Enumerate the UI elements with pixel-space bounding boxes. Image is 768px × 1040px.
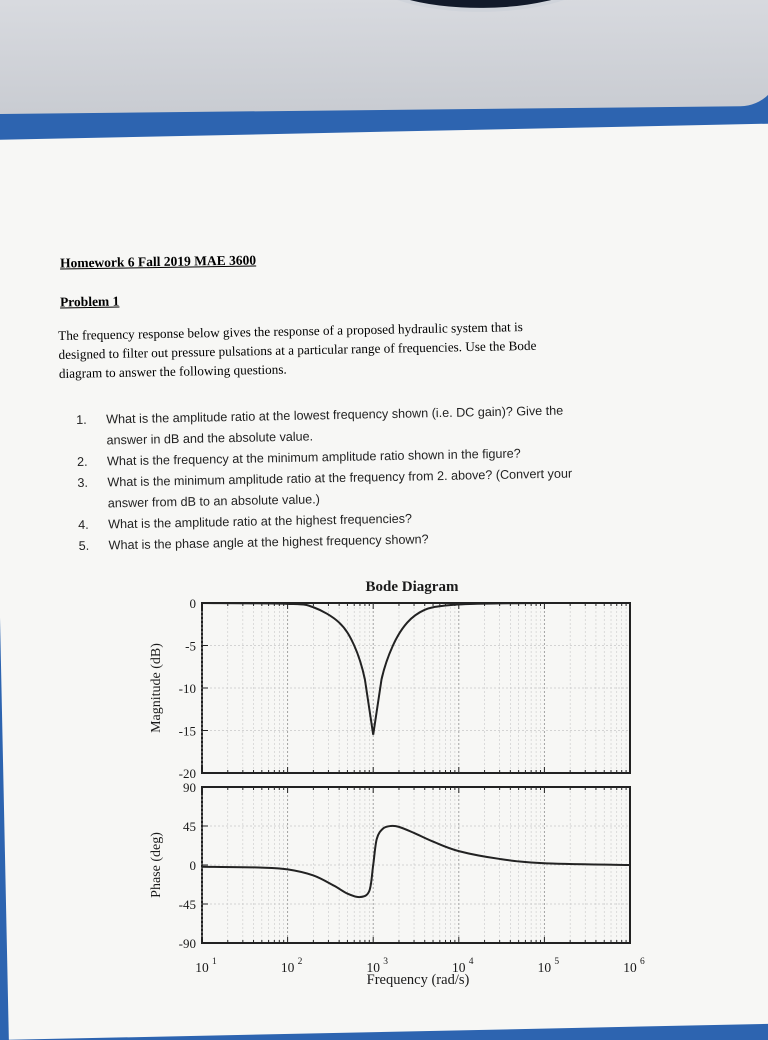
y-tick-label: -5 bbox=[185, 638, 196, 654]
x-tick-exponent: 5 bbox=[554, 957, 560, 967]
y-tick-label: -15 bbox=[178, 723, 196, 739]
y-tick-label: 45 bbox=[183, 819, 196, 834]
x-tick-exponent: 6 bbox=[640, 957, 645, 967]
magnitude-panel bbox=[149, 596, 630, 781]
question-number: 3. bbox=[77, 475, 89, 490]
question-number: 5. bbox=[78, 538, 90, 553]
x-tick-label: 10 bbox=[366, 960, 380, 975]
y-tick-label: -45 bbox=[178, 897, 196, 912]
question-text: What is the amplitude ratio at the lowest frequency shown (i.e. DC gain)? Give the bbox=[106, 403, 564, 427]
intro-line: diagram to answer the following questions. bbox=[58, 361, 287, 381]
question-text: answer in dB and the absolute value. bbox=[106, 429, 314, 448]
chart-title: Bode Diagram bbox=[365, 579, 459, 595]
magnitude-axis-label: Magnitude (dB) bbox=[149, 643, 164, 733]
y-tick-label: 90 bbox=[183, 780, 196, 795]
y-tick-label: 0 bbox=[189, 858, 196, 873]
problem-label: Problem 1 bbox=[59, 293, 120, 310]
y-tick-label: -90 bbox=[178, 936, 196, 951]
phase-panel bbox=[149, 780, 645, 988]
phase-y-ticks bbox=[179, 780, 196, 951]
magnitude-series-line bbox=[202, 603, 630, 735]
x-tick-label: 10 bbox=[537, 960, 552, 975]
question-number: 1. bbox=[76, 412, 87, 427]
page-title: Homework 6 Fall 2019 MAE 3600 bbox=[59, 252, 257, 271]
x-tick-label: 10 bbox=[623, 960, 637, 975]
frequency-axis-label: Frequency (rad/s) bbox=[366, 972, 470, 988]
x-tick-exponent: 2 bbox=[297, 957, 303, 967]
magnitude-grid bbox=[202, 603, 630, 773]
question-number: 4. bbox=[78, 517, 89, 532]
x-tick-label: 10 bbox=[195, 960, 209, 975]
x-tick-exponent: 4 bbox=[468, 957, 474, 967]
phase-axis-label: Phase (deg) bbox=[149, 832, 164, 898]
y-tick-label: 0 bbox=[189, 596, 196, 611]
y-tick-label: -20 bbox=[178, 766, 196, 781]
x-tick-exponent: 1 bbox=[212, 957, 217, 967]
question-text: What is the phase angle at the highest frequency shown? bbox=[108, 532, 429, 553]
magnitude-y-ticks bbox=[179, 596, 196, 781]
y-tick-label: -10 bbox=[178, 681, 196, 696]
question-text: What is the amplitude ratio at the highest frequencies? bbox=[108, 511, 413, 532]
question-text: What is the frequency at the minimum amplitude ratio shown in the figure? bbox=[106, 446, 521, 469]
x-tick-exponent: 3 bbox=[383, 957, 388, 967]
x-tick-label: 10 bbox=[280, 960, 295, 975]
intro-line: designed to filter out pressure pulsations at a particular range of frequencies. Use the Bode bbox=[58, 337, 537, 362]
x-tick-label: 10 bbox=[452, 960, 466, 975]
question-text: answer from dB to an absolute value.) bbox=[107, 492, 321, 511]
intro-line: The frequency response below gives the response of a proposed hydraulic system that is bbox=[58, 319, 523, 343]
phase-grid bbox=[202, 787, 630, 943]
question-number: 2. bbox=[76, 454, 88, 469]
phase-series-line bbox=[202, 826, 630, 897]
question-text: What is the minimum amplitude ratio at the frequency from 2. above? (Convert your bbox=[107, 466, 573, 490]
